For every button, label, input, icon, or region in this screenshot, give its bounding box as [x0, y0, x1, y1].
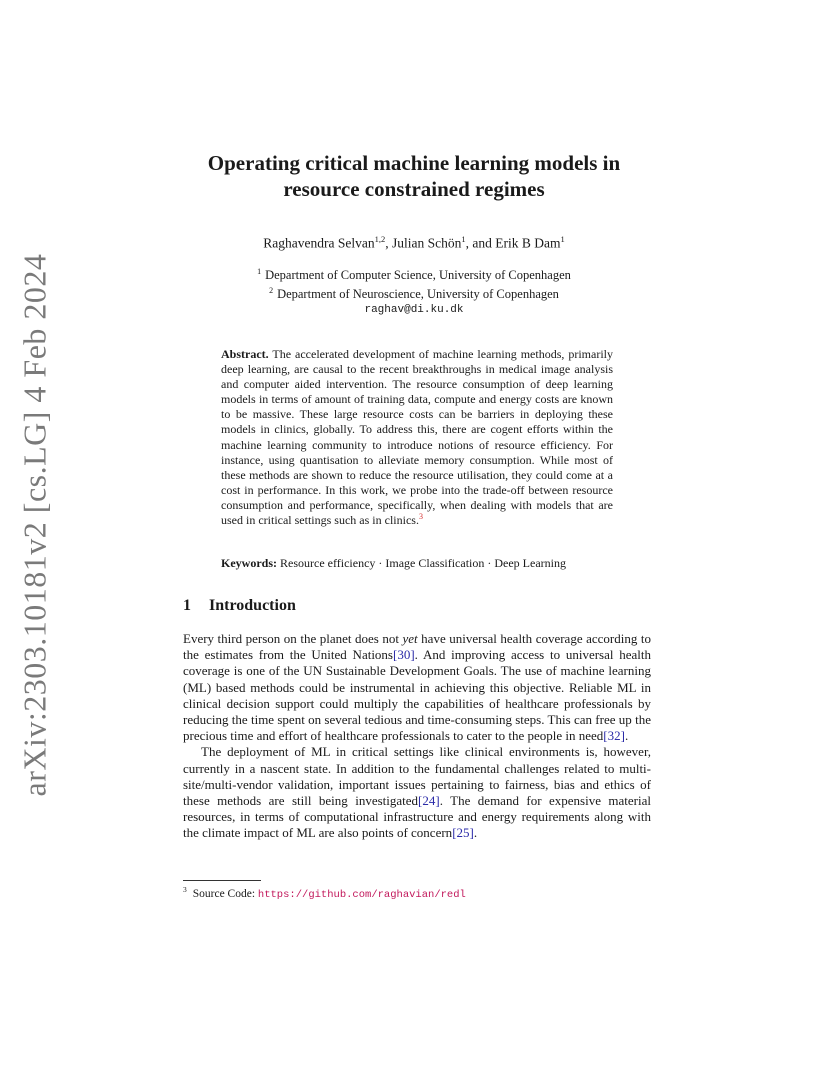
affiliation-text: Department of Computer Science, University of Copenhagen [265, 268, 571, 283]
citation-link[interactable]: [24] [418, 793, 440, 809]
abstract-text: The accelerated development of machine learning methods, primarily deep learning, are causal to the recent breakthroughs in medical image analysis and computer aided intervention. The resource consumption of deep learning models in terms of amount of training data, compute and energy costs are known to be massive. These large resource costs can be barriers in deploying these models in clinics, globally. To address this, there are cogent efforts within the machine learning community to introduce notions of resource efficiency. For instance, using quantisation to alleviate memory consumption. While most of these methods are shown to reduce the resource utilisation, they could come at a cost in performance. In this work, we probe into the trade-off between resource consumption and performance, specifically, when dealing with models that are used in critical settings such as in clinics. [221, 347, 613, 528]
emphasis: yet [402, 631, 418, 646]
footnote-label: Source Code: [192, 887, 258, 900]
text-run: . The demand for expensive material resources, in terms of computational infrastructure and energy requirements along with the climate impact of ML are also points of concern [183, 793, 651, 841]
author-name: Julian Schön [391, 235, 462, 251]
section-heading [183, 597, 296, 615]
section-body [183, 631, 651, 842]
affiliation-line [0, 283, 828, 302]
citation-link[interactable]: [25] [452, 825, 474, 841]
source-code-link[interactable]: https://github.com/raghavian/redl [257, 888, 466, 901]
section-title: Introduction [209, 597, 296, 614]
author-affil-mark: 1,2 [374, 234, 386, 244]
citation-link[interactable]: [30] [393, 647, 415, 663]
keywords-label: Keywords: [221, 556, 277, 570]
arxiv-identifier-stamp [12, 253, 58, 797]
section-number: 1 [183, 597, 191, 614]
author-affil-mark: 1 [560, 234, 565, 244]
title-line-2: resource constrained regimes [283, 177, 545, 201]
affiliation-line [0, 264, 828, 283]
text-run: have universal health coverage according to the estimates from the United Nations [183, 631, 651, 663]
text-run: Every third person on the planet does not [183, 631, 403, 646]
author-name: Erik B Dam [495, 235, 561, 251]
text-run: . [624, 728, 629, 744]
footnote-number: 3 [183, 885, 187, 894]
title-line-1: Operating critical machine learning models in [207, 151, 621, 175]
author-email[interactable]: raghav@di.ku.dk [364, 304, 464, 317]
text-run: . And improving access to universal health coverage is one of the UN Sustainable Development Goals. The use of machine learning (ML) based methods could be instrumental in achieving this objective. Reliable ML in clinical decision support could multiply the capabilities of healthcare professionals by reducing the time spent on several tedious and time-consuming steps. This can free up the precious time and effort of healthcare professionals to cater to the people in need [183, 647, 651, 744]
affiliation-number: 1 [257, 267, 262, 276]
text-run: The deployment of ML in critical settings like clinical environments is, however, currently in a nascent state. In addition to the fundamental challenges related to multi-site/multi-vendor validation, important issues pertaining to fairness, bias and ethics of these methods are still being investigated [183, 744, 651, 809]
paragraph [183, 631, 651, 744]
text-run: . [473, 825, 478, 841]
paper-title [0, 150, 828, 202]
affiliations [0, 264, 828, 318]
affiliation-number: 2 [269, 286, 274, 296]
arxiv-id-text: arXiv:2303.10181v2 [cs.LG] 4 Feb 2024 [16, 253, 53, 797]
abstract [221, 347, 613, 528]
author-affil-mark: 1 [461, 234, 466, 244]
abstract-label: Abstract. [221, 347, 269, 361]
author-list [0, 234, 828, 252]
affiliation-text: Department of Neuroscience, University of Copenhagen [277, 287, 559, 302]
keywords [221, 556, 621, 571]
paragraph [183, 744, 651, 841]
author-separator: , and [465, 235, 496, 251]
author-separator: , [385, 235, 392, 251]
citation-link[interactable]: [32] [603, 728, 625, 744]
footnote [183, 885, 466, 901]
footnote-marker-link[interactable]: 3 [418, 512, 423, 522]
keywords-text: Resource efficiency · Image Classification · Deep Learning [280, 556, 566, 570]
author-name: Raghavendra Selvan [263, 235, 375, 251]
footnote-divider [183, 880, 261, 881]
